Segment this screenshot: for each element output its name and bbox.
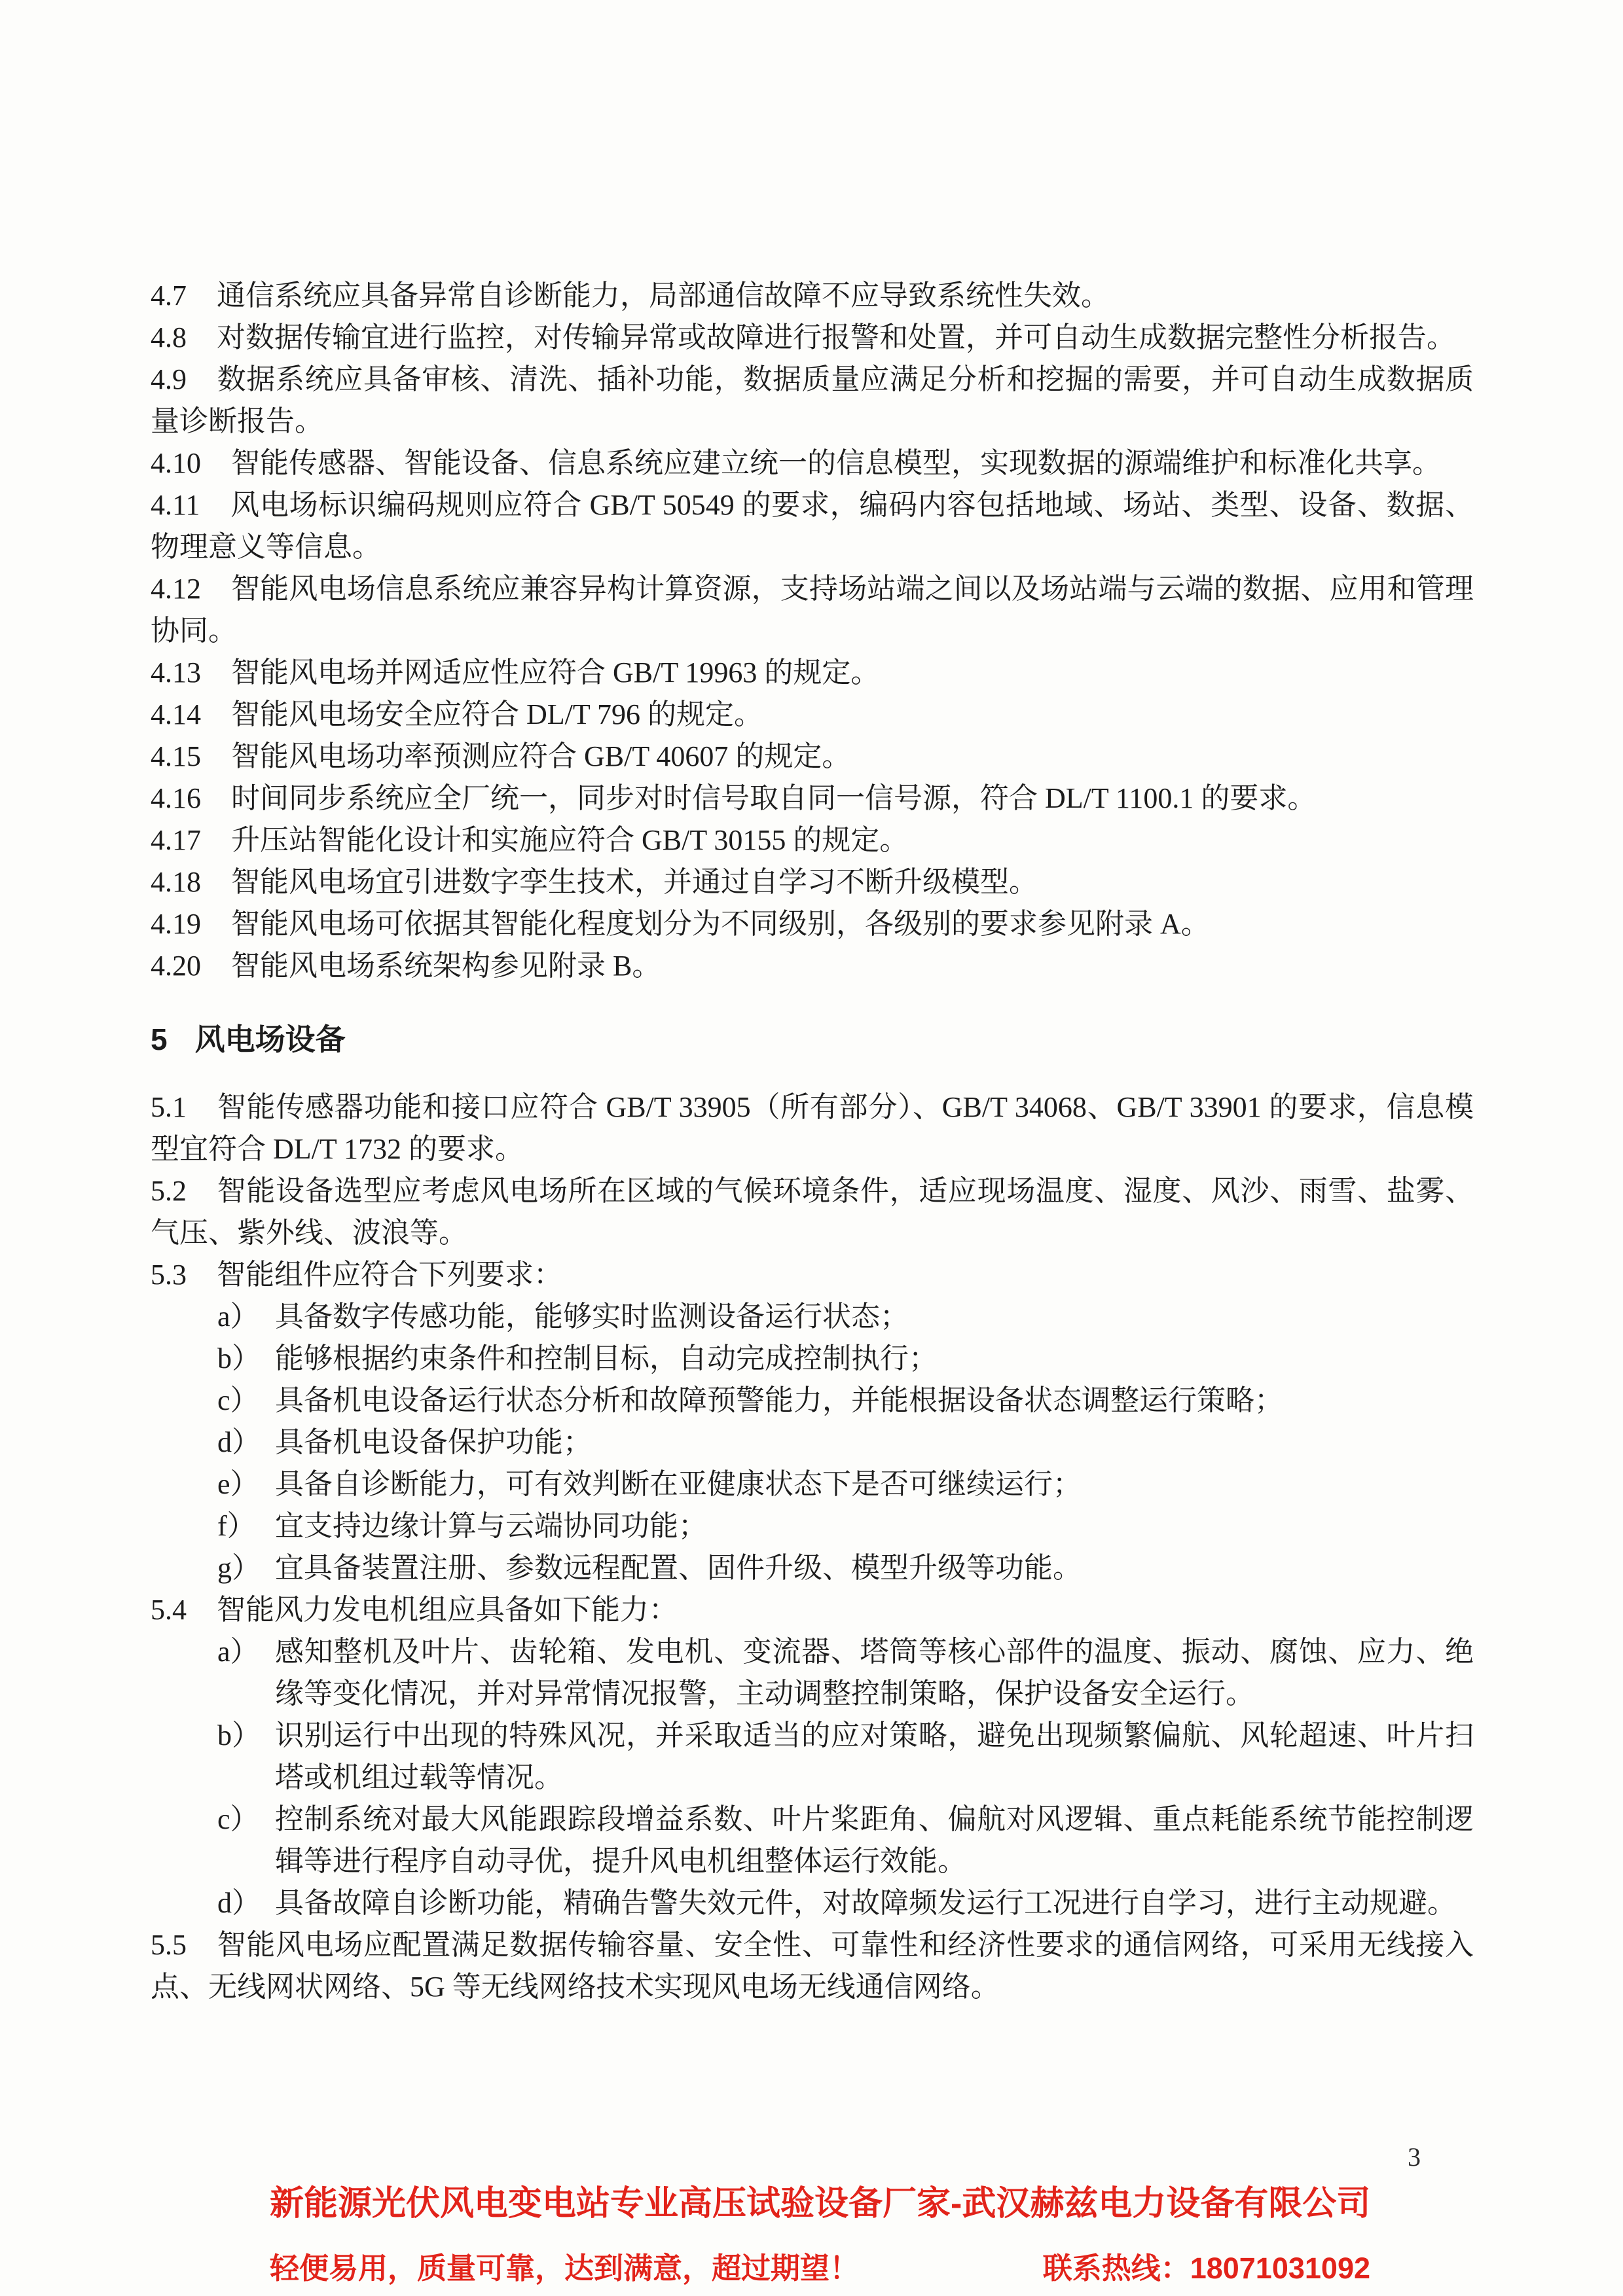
clause-number: 5.3 — [151, 1259, 187, 1291]
clause-text: 风电场标识编码规则应符合 GB/T 50549 的要求，编码内容包括地域、场站、类型、设备、数据、物理意义等信息。 — [151, 489, 1474, 563]
list-item-5-4-d — [151, 1882, 1474, 1924]
clause-4-14 — [151, 694, 1474, 736]
clause-4-11 — [151, 484, 1474, 568]
clause-number: 4.16 — [151, 782, 201, 814]
list-item-5-4-c — [151, 1799, 1474, 1882]
clause-text: 智能风电场并网适应性应符合 GB/T 19963 的规定。 — [231, 656, 880, 689]
footer-slogan: 轻便易用，质量可靠，达到满意，超过期望！ — [270, 2251, 860, 2285]
section-5-heading — [151, 1018, 1474, 1060]
clause-4-7 — [151, 275, 1474, 317]
list-marker: f） — [217, 1510, 256, 1542]
clause-number: 4.14 — [151, 698, 201, 730]
clause-number: 4.13 — [151, 656, 201, 689]
clause-4-13 — [151, 652, 1474, 694]
clause-5-1 — [151, 1086, 1474, 1170]
clause-number: 4.9 — [151, 363, 187, 395]
list-item-5-4-a — [151, 1631, 1474, 1715]
clause-text: 通信系统应具备异常自诊断能力，局部通信故障不应导致系统性失效。 — [217, 279, 1110, 312]
clause-text: 对数据传输宜进行监控，对传输异常或故障进行报警和处置，并可自动生成数据完整性分析报告。 — [217, 321, 1455, 353]
clause-5-2 — [151, 1170, 1474, 1254]
list-item-text: 能够根据约束条件和控制目标，自动完成控制执行； — [275, 1342, 938, 1374]
clause-text: 智能传感器、智能设备、信息系统应建立统一的信息模型，实现数据的源端维护和标准化共享。 — [231, 447, 1441, 479]
list-item-5-3-g — [151, 1547, 1474, 1589]
clause-text: 时间同步系统应全厂统一，同步对时信号取自同一信号源，符合 DL/T 1100.1 的要求。 — [231, 782, 1317, 814]
list-item-5-4-b — [151, 1715, 1474, 1799]
clause-4-18 — [151, 861, 1474, 903]
clause-text: 智能传感器功能和接口应符合 GB/T 33905（所有部分）、GB/T 34068、GB/T 33901 的要求，信息模型宜符合 DL/T 1732 的要求。 — [151, 1091, 1474, 1165]
clause-number: 4.12 — [151, 573, 201, 605]
list-marker: b） — [217, 1342, 261, 1374]
page-number: 3 — [1408, 2142, 1421, 2172]
list-item-text: 控制系统对最大风能跟踪段增益系数、叶片桨距角、偏航对风逻辑、重点耗能系统节能控制逻辑等进行程序自动寻优，提升风电机组整体运行效能。 — [275, 1803, 1474, 1877]
clause-4-19 — [151, 903, 1474, 945]
list-item-5-3-e — [151, 1463, 1474, 1505]
list-marker: a） — [217, 1300, 259, 1333]
clause-number: 5.1 — [151, 1091, 187, 1123]
list-item-text: 具备机电设备保护功能； — [275, 1426, 592, 1458]
clause-text: 智能组件应符合下列要求： — [217, 1259, 562, 1291]
list-marker: d） — [217, 1426, 261, 1458]
list-item-text: 感知整机及叶片、齿轮箱、发电机、变流器、塔筒等核心部件的温度、振动、腐蚀、应力、绝缘等变化情况，并对异常情况报警，主动调整控制策略，保护设备安全运行。 — [275, 1636, 1474, 1710]
clause-text: 智能风电场信息系统应兼容异构计算资源，支持场站端之间以及场站端与云端的数据、应用和管理协同。 — [151, 573, 1474, 647]
clause-5-4 — [151, 1589, 1474, 1631]
clause-text: 智能风电场宜引进数字孪生技术，并通过自学习不断升级模型。 — [231, 866, 1038, 898]
list-item-text: 具备机电设备运行状态分析和故障预警能力，并能根据设备状态调整运行策略； — [275, 1384, 1283, 1416]
clause-text: 智能风力发电机组应具备如下能力： — [217, 1594, 678, 1626]
clause-text: 智能风电场可依据其智能化程度划分为不同级别，各级别的要求参见附录 A。 — [231, 908, 1210, 940]
clause-number: 5.4 — [151, 1594, 187, 1626]
list-item-text: 宜具备装置注册、参数远程配置、固件升级、模型升级等功能。 — [275, 1552, 1082, 1584]
list-item-text: 具备数字传感功能，能够实时监测设备运行状态； — [275, 1300, 909, 1333]
clause-text: 智能风电场应配置满足数据传输容量、安全性、可靠性和经济性要求的通信网络，可采用无线接入点、无线网状网络、5G 等无线网络技术实现风电场无线通信网络。 — [151, 1929, 1474, 2003]
clause-number: 5.5 — [151, 1929, 187, 1961]
clause-text: 智能设备选型应考虑风电场所在区域的气候环境条件，适应现场温度、湿度、风沙、雨雪、盐雾、气压、紫外线、波浪等。 — [151, 1175, 1474, 1249]
list-marker: c） — [217, 1384, 259, 1416]
clause-text: 智能风电场功率预测应符合 GB/T 40607 的规定。 — [231, 740, 851, 772]
clause-number: 4.17 — [151, 824, 201, 856]
clause-number: 4.11 — [151, 489, 200, 521]
clause-4-15 — [151, 736, 1474, 778]
clause-4-20 — [151, 945, 1474, 987]
list-item-5-3-c — [151, 1380, 1474, 1422]
clause-number: 4.8 — [151, 321, 187, 353]
clause-5-3 — [151, 1254, 1474, 1296]
list-item-5-3-d — [151, 1422, 1474, 1463]
list-marker: d） — [217, 1887, 261, 1919]
clause-number: 4.10 — [151, 447, 201, 479]
list-item-text: 宜支持边缘计算与云端协同功能； — [275, 1510, 707, 1542]
list-marker: c） — [217, 1803, 259, 1835]
document-body — [151, 275, 1474, 2008]
list-item-5-3-f — [151, 1505, 1474, 1547]
footer-hotline: 联系热线：18071031092 — [1042, 2251, 1370, 2285]
list-item-text: 具备自诊断能力，可有效判断在亚健康状态下是否可继续运行； — [275, 1468, 1082, 1500]
footer-second-line — [270, 2249, 1370, 2288]
clause-4-10 — [151, 442, 1474, 484]
clause-number: 4.7 — [151, 279, 187, 312]
list-marker: g） — [217, 1552, 261, 1584]
clause-4-17 — [151, 819, 1474, 861]
list-item-5-3-a — [151, 1296, 1474, 1338]
clause-number: 4.18 — [151, 866, 201, 898]
clause-number: 4.20 — [151, 950, 201, 982]
clause-4-8 — [151, 317, 1474, 359]
clause-4-12 — [151, 568, 1474, 652]
clause-4-9 — [151, 359, 1474, 442]
footer-company-line: 新能源光伏风电变电站专业高压试验设备厂家-武汉赫兹电力设备有限公司 — [270, 2185, 1371, 2223]
clause-text: 数据系统应具备审核、清洗、插补功能，数据质量应满足分析和挖掘的需要，并可自动生成数据质量诊断报告。 — [151, 363, 1474, 437]
vendor-ad-footer — [270, 2179, 1370, 2288]
clause-5-5 — [151, 1924, 1474, 2008]
list-item-text: 具备故障自诊断功能，精确告警失效元件，对故障频发运行工况进行自学习，进行主动规避。 — [275, 1887, 1456, 1919]
list-item-5-3-b — [151, 1338, 1474, 1380]
list-marker: a） — [217, 1636, 259, 1668]
list-marker: e） — [217, 1468, 259, 1500]
section-number: 5 — [151, 1022, 168, 1056]
clause-4-16 — [151, 778, 1474, 819]
list-marker: b） — [217, 1719, 261, 1751]
clause-number: 5.2 — [151, 1175, 187, 1207]
clause-number: 4.19 — [151, 908, 201, 940]
clause-text: 智能风电场系统架构参见附录 B。 — [231, 950, 661, 982]
section-title: 风电场设备 — [194, 1022, 346, 1056]
clause-number: 4.15 — [151, 740, 201, 772]
list-item-text: 识别运行中出现的特殊风况，并采取适当的应对策略，避免出现频繁偏航、风轮超速、叶片扫塔或机组过载等情况。 — [275, 1719, 1474, 1793]
clause-text: 升压站智能化设计和实施应符合 GB/T 30155 的规定。 — [231, 824, 909, 856]
clause-text: 智能风电场安全应符合 DL/T 796 的规定。 — [231, 698, 763, 730]
